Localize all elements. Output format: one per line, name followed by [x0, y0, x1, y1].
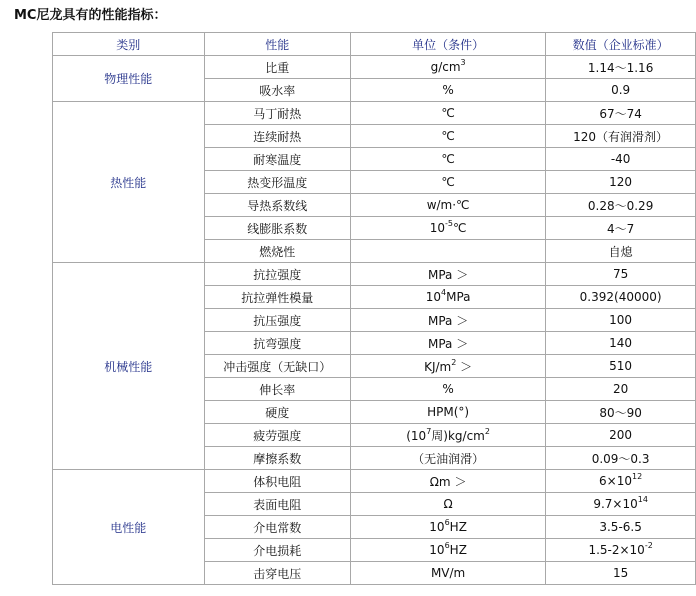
unit-cell	[350, 56, 545, 79]
unit-text: MV/m	[430, 566, 466, 580]
value-text: 80～90	[599, 405, 642, 420]
unit-suffix: 周)kg/cm	[431, 428, 485, 443]
category-cell: 机械性能	[53, 263, 205, 470]
value-text: 1.5-2×10	[588, 543, 645, 557]
value-cell	[546, 148, 696, 171]
table-row	[53, 56, 696, 79]
unit-cell	[350, 286, 545, 309]
unit-cell	[350, 424, 545, 447]
property-cell: 抗拉强度	[204, 263, 350, 286]
unit-suffix: HZ	[449, 543, 467, 557]
property-cell: 线膨胀系数	[204, 217, 350, 240]
table-header-row	[53, 33, 696, 56]
unit-text: MPa ＞	[427, 267, 469, 282]
property-cell: 抗弯强度	[204, 332, 350, 355]
unit-text: 10	[429, 221, 446, 235]
value-cell	[546, 79, 696, 102]
unit-cell	[350, 493, 545, 516]
value-text: 0.9	[611, 83, 631, 97]
property-cell: 表面电阻	[204, 493, 350, 516]
unit-text: ℃	[441, 175, 455, 189]
value-cell	[546, 332, 696, 355]
value-text: 0.28～0.29	[587, 198, 654, 213]
value-text: 9.7×10	[593, 497, 638, 511]
category-cell: 热性能	[53, 102, 205, 263]
unit-text: HPM(°)	[427, 405, 470, 419]
property-cell: 介电常数	[204, 516, 350, 539]
unit-cell	[350, 447, 545, 470]
value-cell	[546, 378, 696, 401]
unit-text: %	[442, 83, 454, 97]
value-text: 120（有润滑剂）	[573, 129, 669, 144]
value-text: 6×10	[599, 474, 632, 488]
value-text: 75	[612, 267, 629, 281]
value-text: 自熄	[608, 244, 633, 259]
value-cell	[546, 286, 696, 309]
value-cell	[546, 102, 696, 125]
value-cell	[546, 56, 696, 79]
unit-cell	[350, 332, 545, 355]
spec-table	[52, 32, 696, 585]
unit-cell	[350, 309, 545, 332]
unit-text: (10	[406, 428, 427, 443]
value-cell	[546, 355, 696, 378]
value-text: -40	[610, 152, 631, 166]
unit-text: w/m·℃	[426, 198, 470, 212]
unit-cell	[350, 562, 545, 585]
unit-superscript: 6	[444, 518, 450, 527]
header-value: 数值（企业标准）	[546, 33, 696, 56]
value-text: 4～7	[606, 221, 635, 236]
value-superscript: 12	[632, 472, 643, 481]
value-cell	[546, 401, 696, 424]
unit-cell	[350, 217, 545, 240]
unit-cell	[350, 148, 545, 171]
header-unit: 单位（条件）	[350, 33, 545, 56]
value-cell	[546, 194, 696, 217]
value-text: 200	[609, 428, 633, 442]
unit-text: ℃	[441, 129, 455, 143]
property-cell: 摩擦系数	[204, 447, 350, 470]
property-cell: 比重	[204, 56, 350, 79]
property-cell: 疲劳强度	[204, 424, 350, 447]
value-superscript: -2	[644, 541, 653, 550]
unit-text: MPa ＞	[427, 336, 469, 351]
value-cell	[546, 240, 696, 263]
value-cell	[546, 217, 696, 240]
property-cell: 导热系数线	[204, 194, 350, 217]
property-cell: 硬度	[204, 401, 350, 424]
unit-text: 10	[429, 543, 445, 557]
value-text: 67～74	[599, 106, 642, 121]
unit-cell	[350, 125, 545, 148]
unit-text: KJ/m	[424, 359, 452, 374]
unit-superscript: -5	[445, 219, 453, 228]
property-cell: 耐寒温度	[204, 148, 350, 171]
unit-text: g/cm	[430, 60, 461, 74]
table-row	[53, 263, 696, 286]
property-cell: 连续耐热	[204, 125, 350, 148]
property-cell: 体积电阻	[204, 470, 350, 493]
value-text: 510	[609, 359, 633, 373]
unit-text: Ωm ＞	[429, 474, 467, 489]
unit-text: 10	[429, 520, 445, 534]
property-cell: 伸长率	[204, 378, 350, 401]
property-cell: 热变形温度	[204, 171, 350, 194]
property-cell: 抗拉弹性模量	[204, 286, 350, 309]
unit-cell	[350, 539, 545, 562]
header-property: 性能	[204, 33, 350, 56]
unit-suffix: HZ	[449, 520, 467, 534]
unit-cell	[350, 470, 545, 493]
value-cell	[546, 470, 696, 493]
unit-superscript: 3	[460, 58, 466, 67]
property-cell: 抗压强度	[204, 309, 350, 332]
unit-text: 10	[425, 290, 441, 304]
unit-cell	[350, 355, 545, 378]
property-cell: 马丁耐热	[204, 102, 350, 125]
property-cell: 冲击强度（无缺口）	[204, 355, 350, 378]
value-text: 0.09～0.3	[591, 451, 650, 466]
value-cell	[546, 424, 696, 447]
unit-cell	[350, 79, 545, 102]
unit-cell	[350, 263, 545, 286]
unit-text: ℃	[441, 152, 455, 166]
value-cell	[546, 309, 696, 332]
value-text: 120	[609, 175, 633, 189]
header-category: 类别	[53, 33, 205, 56]
value-text: 0.392(40000)	[579, 290, 662, 304]
value-cell	[546, 171, 696, 194]
value-text: 100	[609, 313, 633, 327]
value-text: 1.14～1.16	[587, 60, 654, 75]
table-row	[53, 102, 696, 125]
unit-superscript: 4	[441, 288, 447, 297]
category-cell: 物理性能	[53, 56, 205, 102]
property-cell: 燃烧性	[204, 240, 350, 263]
unit-cell	[350, 194, 545, 217]
unit-text: ℃	[441, 106, 455, 120]
value-cell	[546, 263, 696, 286]
unit-text: （无油润滑）	[412, 451, 485, 466]
unit-suffix: MPa	[446, 290, 471, 304]
value-text: 140	[609, 336, 633, 350]
unit-superscript: 2	[451, 357, 457, 367]
unit-cell	[350, 378, 545, 401]
unit-suffix: ＞	[456, 359, 473, 374]
value-text: 20	[612, 382, 629, 396]
property-cell: 吸水率	[204, 79, 350, 102]
unit-superscript: 6	[444, 541, 450, 550]
unit-text: Ω	[443, 497, 453, 511]
value-text: 15	[612, 566, 629, 580]
unit-text: %	[442, 382, 454, 396]
value-superscript: 14	[637, 495, 648, 504]
value-text: 3.5-6.5	[599, 520, 642, 534]
unit-suffix: ℃	[453, 221, 467, 235]
table-row	[53, 470, 696, 493]
unit-cell	[350, 171, 545, 194]
unit-cell	[350, 401, 545, 424]
unit-superscript-2: 2	[484, 426, 490, 436]
unit-cell	[350, 102, 545, 125]
unit-superscript: 7	[426, 426, 432, 436]
value-cell	[546, 516, 696, 539]
unit-cell	[350, 240, 545, 263]
category-cell: 电性能	[53, 470, 205, 585]
property-cell: 介电损耗	[204, 539, 350, 562]
page-title: MC尼龙具有的性能指标：	[14, 8, 167, 23]
value-cell	[546, 125, 696, 148]
spec-table-body	[53, 33, 696, 585]
property-cell: 击穿电压	[204, 562, 350, 585]
unit-text: MPa ＞	[427, 313, 469, 328]
value-cell	[546, 562, 696, 585]
value-cell	[546, 539, 696, 562]
value-cell	[546, 447, 696, 470]
unit-cell	[350, 516, 545, 539]
value-cell	[546, 493, 696, 516]
